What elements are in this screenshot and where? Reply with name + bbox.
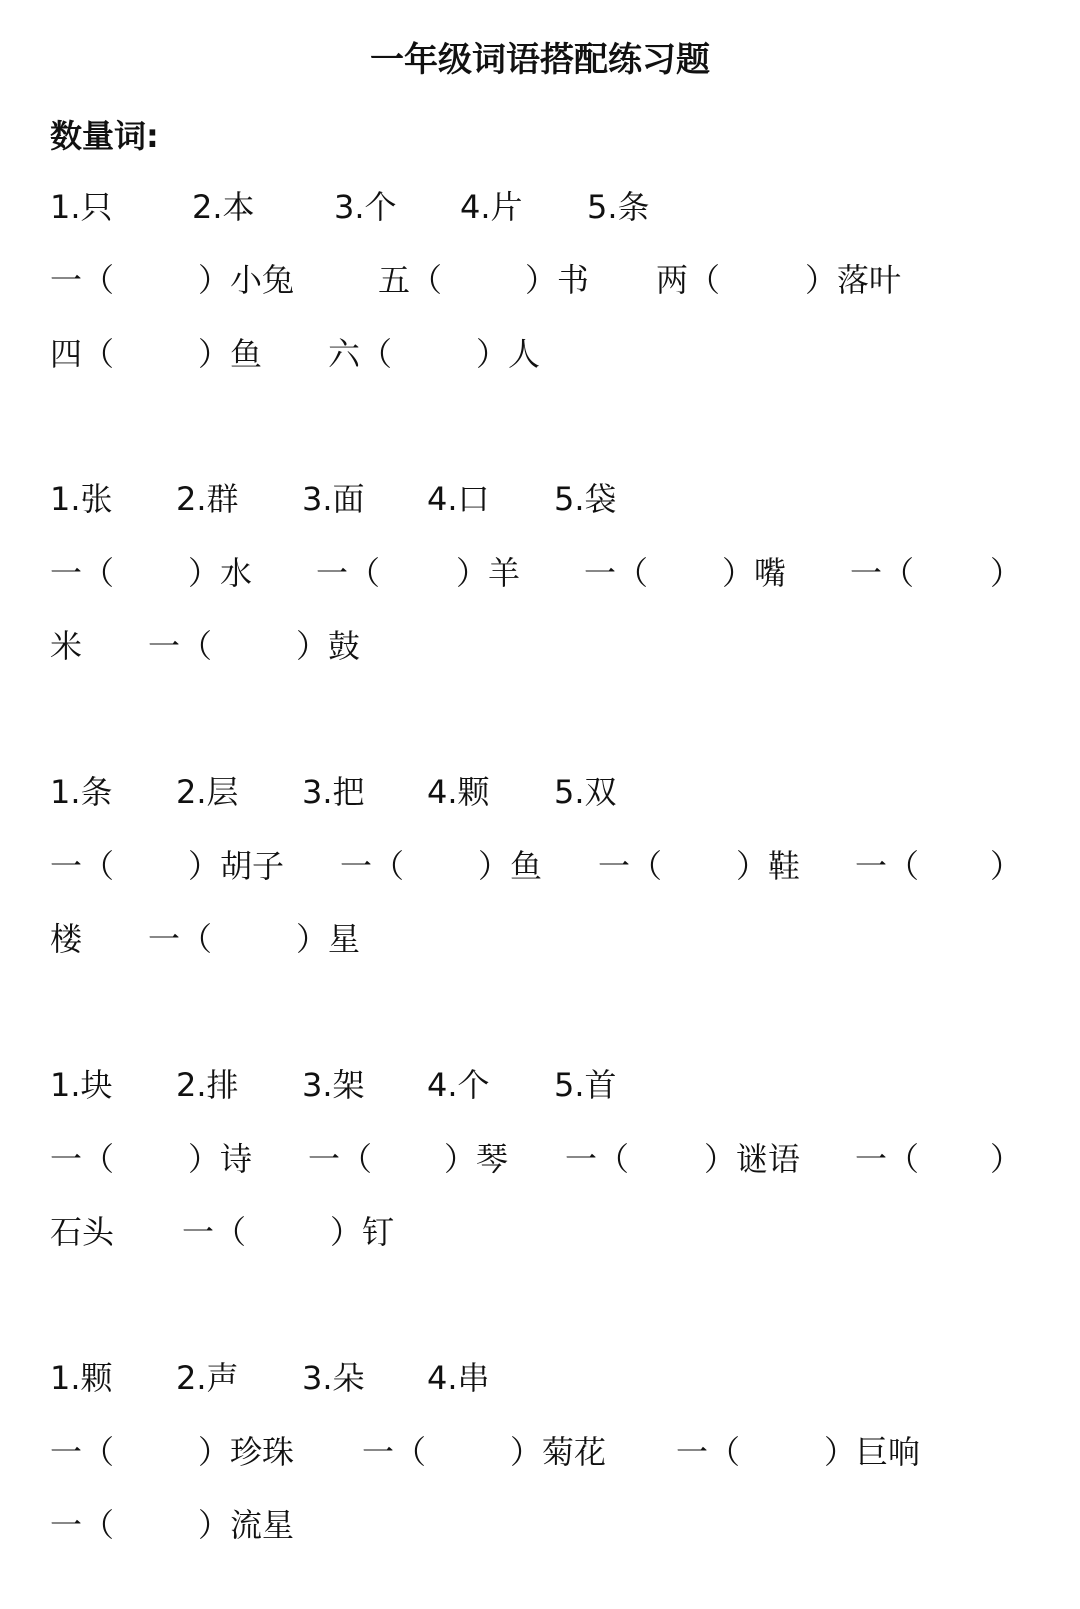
blank-close-word: ）琴: [444, 1140, 509, 1178]
option-line: [0, 1356, 1080, 1400]
exercise-line: [0, 1137, 1080, 1181]
blank-open: 一（: [850, 554, 915, 592]
blank-open: 一（: [855, 1140, 920, 1178]
blank-close-word: ）嘴: [722, 554, 787, 592]
blank-close-word: ）羊: [456, 554, 521, 592]
blank-open: 一（: [565, 1140, 630, 1178]
option: 5.条: [587, 188, 650, 226]
blank-close-word: ）星: [296, 920, 361, 958]
exercise-line: [0, 332, 1080, 376]
blank-open: 一（: [50, 554, 115, 592]
option: 5.双: [554, 773, 617, 811]
option: 5.首: [554, 1066, 617, 1104]
option: 1.条: [50, 773, 113, 811]
blank-close-word: ）鱼: [198, 335, 263, 373]
blank-close-word: ）小兔: [198, 261, 295, 299]
blank-open: 一（: [182, 1213, 247, 1251]
blank-close-word: ）谜语: [704, 1140, 801, 1178]
exercise-line: [0, 1430, 1080, 1474]
page-title: 一年级词语搭配练习题: [370, 40, 710, 80]
option: 3.个: [334, 188, 397, 226]
option: 3.朵: [302, 1359, 365, 1397]
blank-close-word: ）流星: [198, 1506, 295, 1544]
blank-close-word: 楼: [50, 920, 83, 958]
blank-open: 一（: [598, 847, 663, 885]
blank-close-word: ）: [990, 554, 1023, 592]
blank-open: 一（: [50, 1140, 115, 1178]
option: 4.口: [427, 480, 490, 518]
option: 3.架: [302, 1066, 365, 1104]
blank-close-word: ）: [990, 1140, 1023, 1178]
option: 3.面: [302, 480, 365, 518]
blank-open: 一（: [584, 554, 649, 592]
blank-open: 一（: [362, 1433, 427, 1471]
blank-open: 一（: [308, 1140, 373, 1178]
blank-open: 一（: [50, 847, 115, 885]
blank-close-word: ）巨响: [824, 1433, 921, 1471]
option: 2.排: [176, 1066, 239, 1104]
blank-close-word: ）胡子: [188, 847, 285, 885]
option: 4.串: [427, 1359, 490, 1397]
blank-open: 一（: [340, 847, 405, 885]
blank-open: 六（: [328, 335, 393, 373]
option: 1.颗: [50, 1359, 113, 1397]
blank-open: 一（: [50, 261, 115, 299]
blank-close-word: ）鞋: [736, 847, 801, 885]
blank-open: 一（: [316, 554, 381, 592]
exercise-line: [0, 551, 1080, 595]
option: 4.颗: [427, 773, 490, 811]
exercise-line: [0, 917, 1080, 961]
section-heading: 数量词:: [50, 117, 159, 155]
exercise-line: [0, 624, 1080, 668]
option: 3.把: [302, 773, 365, 811]
option: 1.块: [50, 1066, 113, 1104]
blank-close-word: ）珍珠: [198, 1433, 295, 1471]
option: 4.个: [427, 1066, 490, 1104]
blank-close-word: ）书: [525, 261, 590, 299]
blank-close-word: ）人: [476, 335, 541, 373]
blank-close-word: ）: [990, 847, 1023, 885]
blank-close-word: 米: [50, 627, 83, 665]
blank-close-word: ）菊花: [510, 1433, 607, 1471]
blank-close-word: 石头: [50, 1213, 115, 1251]
option: 1.只: [50, 188, 113, 226]
exercise-line: [0, 844, 1080, 888]
blank-close-word: ）落叶: [805, 261, 902, 299]
option: 2.层: [176, 773, 239, 811]
option: 1.张: [50, 480, 113, 518]
exercise-line: [0, 258, 1080, 302]
blank-open: 一（: [148, 627, 213, 665]
blank-open: 五（: [378, 261, 443, 299]
blank-open: 一（: [148, 920, 213, 958]
blank-close-word: ）鼓: [296, 627, 361, 665]
exercise-line: [0, 1210, 1080, 1254]
exercise-line: [0, 1503, 1080, 1547]
blank-close-word: ）诗: [188, 1140, 253, 1178]
option: 2.声: [176, 1359, 239, 1397]
blank-open: 两（: [656, 261, 721, 299]
blank-close-word: ）钉: [330, 1213, 395, 1251]
option: 2.群: [176, 480, 239, 518]
blank-open: 四（: [50, 335, 115, 373]
blank-close-word: ）水: [188, 554, 253, 592]
option-line: [0, 770, 1080, 814]
option-line: [0, 477, 1080, 521]
blank-open: 一（: [855, 847, 920, 885]
option-line: [0, 185, 1080, 229]
blank-open: 一（: [50, 1506, 115, 1544]
blank-close-word: ）鱼: [478, 847, 543, 885]
option: 4.片: [460, 188, 523, 226]
blank-open: 一（: [676, 1433, 741, 1471]
option: 5.袋: [554, 480, 617, 518]
option-line: [0, 1063, 1080, 1107]
blank-open: 一（: [50, 1433, 115, 1471]
option: 2.本: [192, 188, 255, 226]
